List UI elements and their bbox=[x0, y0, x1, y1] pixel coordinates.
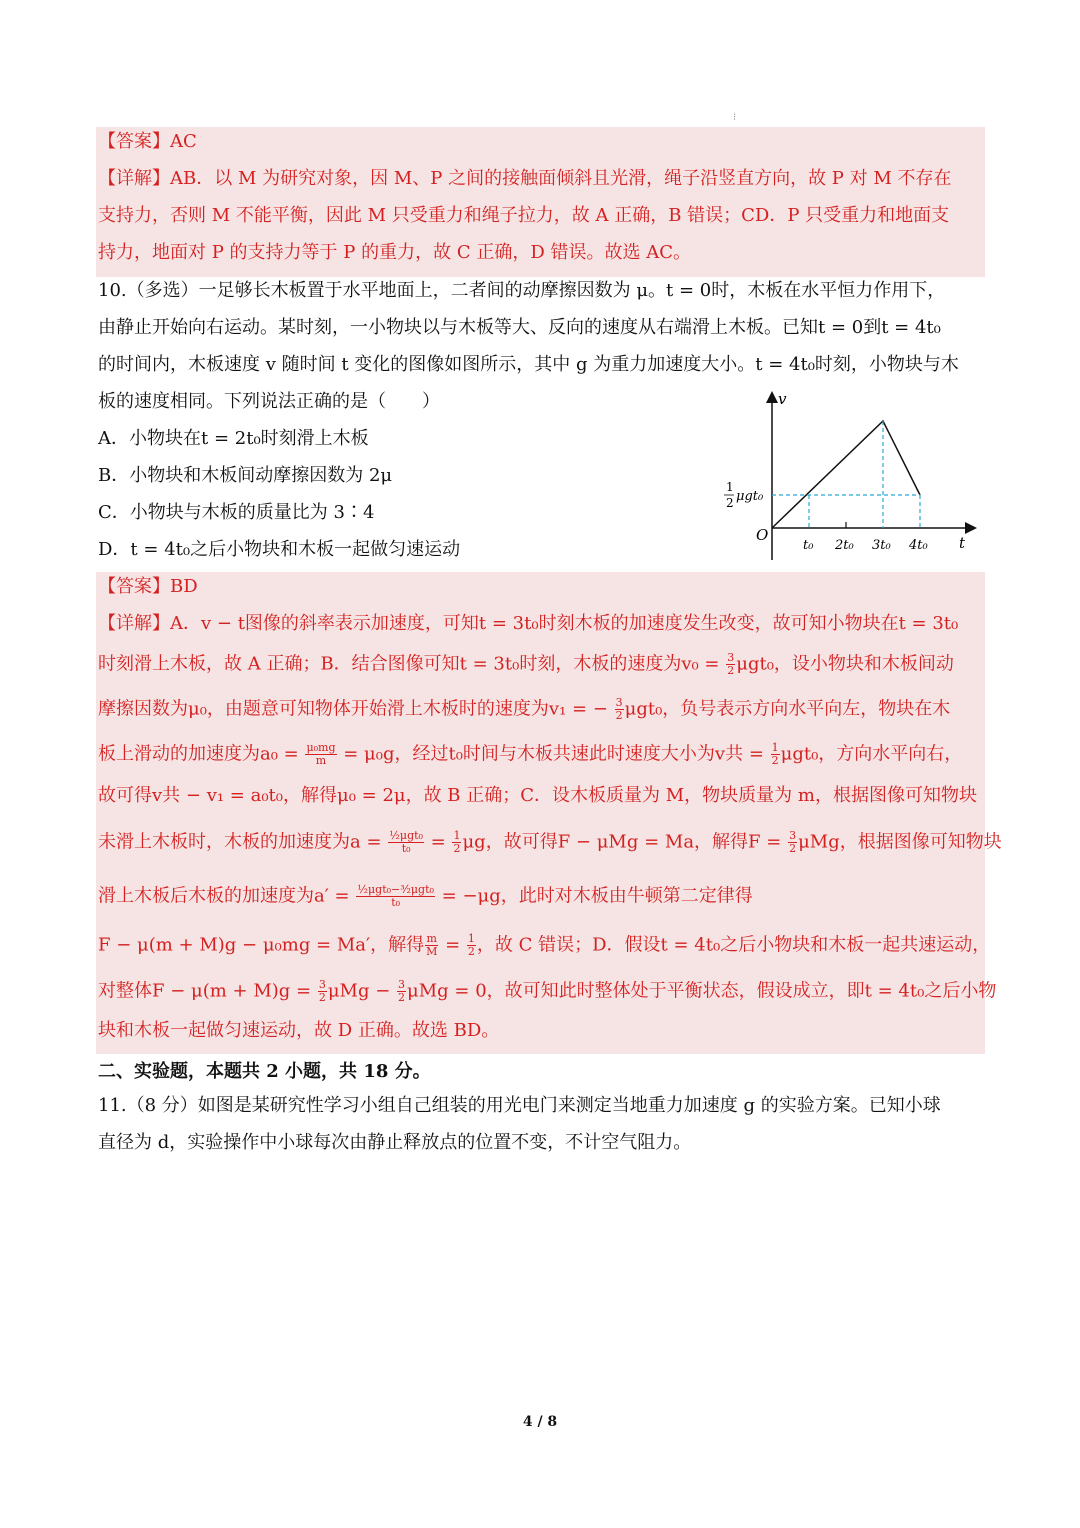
answer10-line-1: 【详解】A．v − t图像的斜率表示加速度，可知t = 3t₀时刻木板的加速度发生改变，故可知小物块在t = 3t₀ bbox=[98, 613, 959, 634]
q10-line-2: 由静止开始向右运动。某时刻，一小物块以与木板等大、反向的速度从右端滑上木板。已知t = 0到t = 4t₀ bbox=[98, 317, 941, 338]
x-tick-4t0: 4t₀ bbox=[909, 538, 928, 553]
answer10-line-6: 未滑上木板时，木板的加速度为a = $\frac{\text{½μgt₀}}{\text{t₀}}$ = $\frac{1}{2}$ μg，故可得F − μMg = Ma，解得F = $\frac{3}{2}$ μMg，根据图像可知物块 bbox=[98, 829, 1002, 855]
answer10-answer: 【答案】BD bbox=[98, 576, 198, 597]
answer10-line-7: 滑上木板后木板的加速度为a′ = $\frac{\text{½μgt₀−³⁄₂μgt₀}}{\text{t₀}}$ = −μg，此时对木板由牛顿第二定律得 bbox=[98, 883, 753, 909]
fraction-1-2: $\frac{1}{2}$ bbox=[453, 829, 461, 855]
q10-option-b: B．小物块和木板间动摩擦因数为 2μ bbox=[98, 465, 393, 486]
answer10-line-8: F − μ(m + M)g − μ₀mg = Ma′，解得 $\frac{m}{M}$ = $\frac{1}{2}$ ，故 C 错误；D．假设t = 4t₀之后小物块和木板一起共速运动， bbox=[98, 932, 991, 958]
q10-option-c: C．小物块与木板的质量比为 3∶4 bbox=[98, 502, 375, 523]
page-number: 4 / 8 bbox=[522, 1414, 558, 1430]
answer10-line-4: 板上滑动的加速度为a₀ = $\frac{\text{μ₀mg}}{m}$ = μ₀g，经过t₀时间与木板共速此时速度大小为v共 = $\frac{1}{2}$ μgt₀，方向水平向右， bbox=[98, 741, 963, 767]
answer10-line-10: 块和木板一起做匀速运动，故 D 正确。故选 BD。 bbox=[98, 1020, 500, 1041]
answer10-line-2b: μgt₀，设小物块和木板间动 bbox=[736, 653, 954, 675]
section-2-heading: 二、实验题，本题共 2 小题，共 18 分。 bbox=[98, 1061, 431, 1082]
q10-line-1: 10.（多选）一足够长木板置于水平地面上，二者间的动摩擦因数为 μ。t = 0时，木板在水平恒力作用下， bbox=[98, 280, 946, 301]
answer10-line-3: 摩擦因数为μ₀，由题意可知物体开始滑上木板时的速度为v₁ = − $\frac{3}{2}$ μgt₀，负号表示方向水平向左，物块在木 bbox=[98, 696, 951, 722]
y-tick-den: 2 bbox=[726, 496, 734, 510]
answer9-detail-2: 支持力，否则 M 不能平衡，因此 M 只受重力和绳子拉力，故 A 正确，B 错误；CD．P 只受重力和地面支 bbox=[98, 205, 950, 226]
x-tick-2t0: 2t₀ bbox=[835, 538, 854, 553]
answer10-line-9: 对整体F − μ(m + M)g = $\frac{3}{2}$ μMg − $\frac{3}{2}$ μMg = 0，故可知此时整体处于平衡状态，假设成立，即t = 4t₀之后小物 bbox=[98, 978, 997, 1004]
fraction-1-2: $\frac{1}{2}$ bbox=[771, 741, 779, 767]
q10-option-d: D．t = 4t₀之后小物块和木板一起做匀速运动 bbox=[98, 539, 461, 560]
fraction-1-2: $\frac{1}{2}$ bbox=[467, 932, 475, 958]
fraction-a-prime: $\frac{\text{½μgt₀−³⁄₂μgt₀}}{\text{t₀}}$ bbox=[357, 883, 434, 909]
page-marker: ⁝ bbox=[733, 112, 737, 123]
t-axis-label: t bbox=[959, 534, 966, 552]
y-tick-num: 1 bbox=[726, 480, 734, 494]
q10-line-3: 的时间内，木板速度 v 随时间 t 变化的图像如图所示，其中 g 为重力加速度大小。t = 4t₀时刻，小物块与木 bbox=[98, 354, 959, 375]
fraction-m-M: $\frac{m}{M}$ bbox=[426, 932, 438, 958]
answer10-line-2a: 时刻滑上木板，故 A 正确；B．结合图像可知t = 3t₀时刻，木板的速度为v₀ = bbox=[98, 653, 726, 675]
q10-option-a: A．小物块在t = 2t₀时刻滑上木板 bbox=[98, 428, 369, 449]
y-tick-rest: μgt₀ bbox=[736, 489, 764, 504]
vt-graph bbox=[712, 388, 980, 564]
answer10-line-2 bbox=[98, 652, 954, 677]
answer9-detail-1: 【详解】AB．以 M 为研究对象，因 M、P 之间的接触面倾斜且光滑，绳子沿竖直方向，故 P 对 M 不存在 bbox=[98, 168, 952, 189]
fraction-3-2: $\frac{3}{2}$ bbox=[615, 696, 623, 722]
fraction-mu0mg-m: $\frac{\text{μ₀mg}}{m}$ bbox=[306, 741, 336, 767]
q10-line-4: 板的速度相同。下列说法正确的是（ ） bbox=[98, 391, 440, 412]
fraction-3-2: $\frac{3}{2}$ bbox=[318, 978, 326, 1004]
answer10-line-5: 故可得v共 − v₁ = a₀t₀，解得μ₀ = 2μ，故 B 正确；C．设木板质量为 M，物块质量为 m，根据图像可知物块 bbox=[98, 785, 977, 806]
answer9-answer: 【答案】AC bbox=[98, 131, 197, 152]
q11-line-2: 直径为 d，实验操作中小球每次由静止释放点的位置不变，不计空气阻力。 bbox=[98, 1132, 692, 1153]
v-axis-label: v bbox=[778, 390, 787, 408]
fraction-3-2: $\frac{3}{2}$ bbox=[398, 978, 406, 1004]
velocity-line bbox=[772, 421, 920, 528]
fraction-half-mugt0-t0: $\frac{\text{½μgt₀}}{\text{t₀}}$ bbox=[389, 829, 423, 855]
fraction-3-2: $\frac{3}{2}$ bbox=[727, 651, 735, 677]
origin-label: O bbox=[756, 526, 769, 544]
x-tick-3t0: 3t₀ bbox=[872, 538, 891, 553]
q11-line-1: 11.（8 分）如图是某研究性学习小组自己组装的用光电门来测定当地重力加速度 g 的实验方案。已知小球 bbox=[98, 1095, 941, 1116]
x-tick-t0: t₀ bbox=[803, 538, 814, 553]
fraction-3-2: $\frac{3}{2}$ bbox=[789, 829, 797, 855]
answer9-detail-3: 持力，地面对 P 的支持力等于 P 的重力，故 C 正确，D 错误。故选 AC。 bbox=[98, 242, 691, 263]
